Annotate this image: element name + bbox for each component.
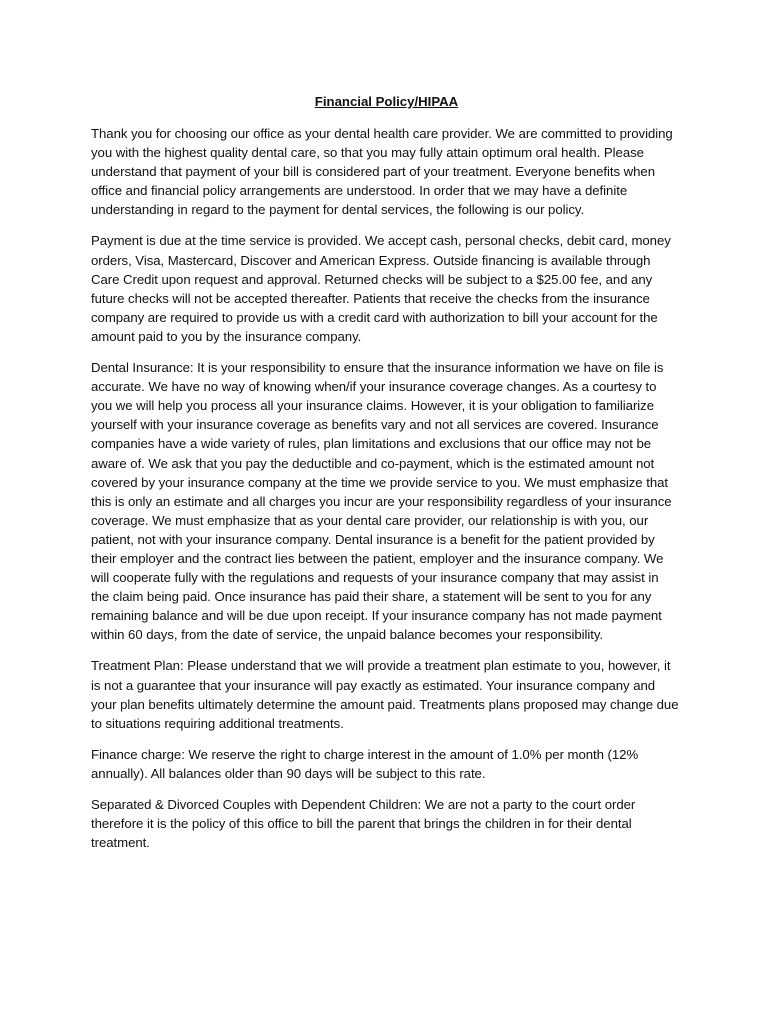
treatment-plan-paragraph: Treatment Plan: Please understand that we will provide a treatment plan estimate to you, however, it is not a guarantee that your insurance will pay exactly as estimated. Your insurance company and your plan benefits ultimately determine the amount paid. Treatments plans proposed may change due to situations requiring additional treatments. <box>91 658 679 731</box>
document-title: Financial Policy/HIPAA <box>314 94 459 109</box>
intro-paragraph: Thank you for choosing our office as your dental health care provider. We are committed to providing you with the highest quality dental care, so that you may fully attain optimum oral health. Please understand that payment of your bill is considered part of your treatment. Everyone benefits when office and financial policy arrangements are understood. In order that we may have a definite understanding in regard to the payment for dental services, the following is our policy. <box>91 126 673 218</box>
payment-paragraph: Payment is due at the time service is provided. We accept cash, personal checks, debit card, money orders, Visa, Mastercard, Discover and American Express. Outside financing is available through Care Credit upon request and approval. Returned checks will be subject to a $25.00 fee, and any future checks will not be accepted thereafter. Patients that receive the checks from the insurance company are required to provide us with a credit card with authorization to bill your account for the amount paid to you by the insurance company. <box>91 233 671 344</box>
finance-charge-paragraph: Finance charge: We reserve the right to charge interest in the amount of 1.0% per month (12% annually). All balances older than 90 days will be subject to this rate. <box>91 746 639 781</box>
dental-insurance-paragraph: Dental Insurance: It is your responsibility to ensure that the insurance information we have on file is accurate. We have no way of knowing when/if your insurance coverage changes. As a courtesy to you we will help you process all your insurance claims. However, it is your obligation to familiarize yourself with your insurance coverage as benefits vary and not all services are covered. Insurance companies have a wide variety of rules, plan limitations and exclusions that our office may not be aware of. We ask that you pay the deductible and co-payment, which is the estimated amount not covered by your insurance company at the time we provide service to you. We must emphasize that this is only an estimate and all charges you incur are your responsibility regardless of your insurance coverage. We must emphasize that as your dental care provider, our relationship is with you, our patient, not with your insurance company. Dental insurance is a benefit for the patient provided by their employer and the contract lies between the patient, employer and the insurance company. We will cooperate fully with the regulations and requests of your insurance company that may assist in the claim being paid. Once insurance has paid their share, a statement will be sent to you for any remaining balance and will be due upon receipt. If your insurance company has not made payment within 60 days, from the date of service, the unpaid balance becomes your responsibility. <box>91 360 672 643</box>
separated-divorced-paragraph: Separated & Divorced Couples with Dependent Children: We are not a party to the court order therefore it is the policy of this office to bill the parent that brings the children in for their dental treatment. <box>91 797 636 851</box>
